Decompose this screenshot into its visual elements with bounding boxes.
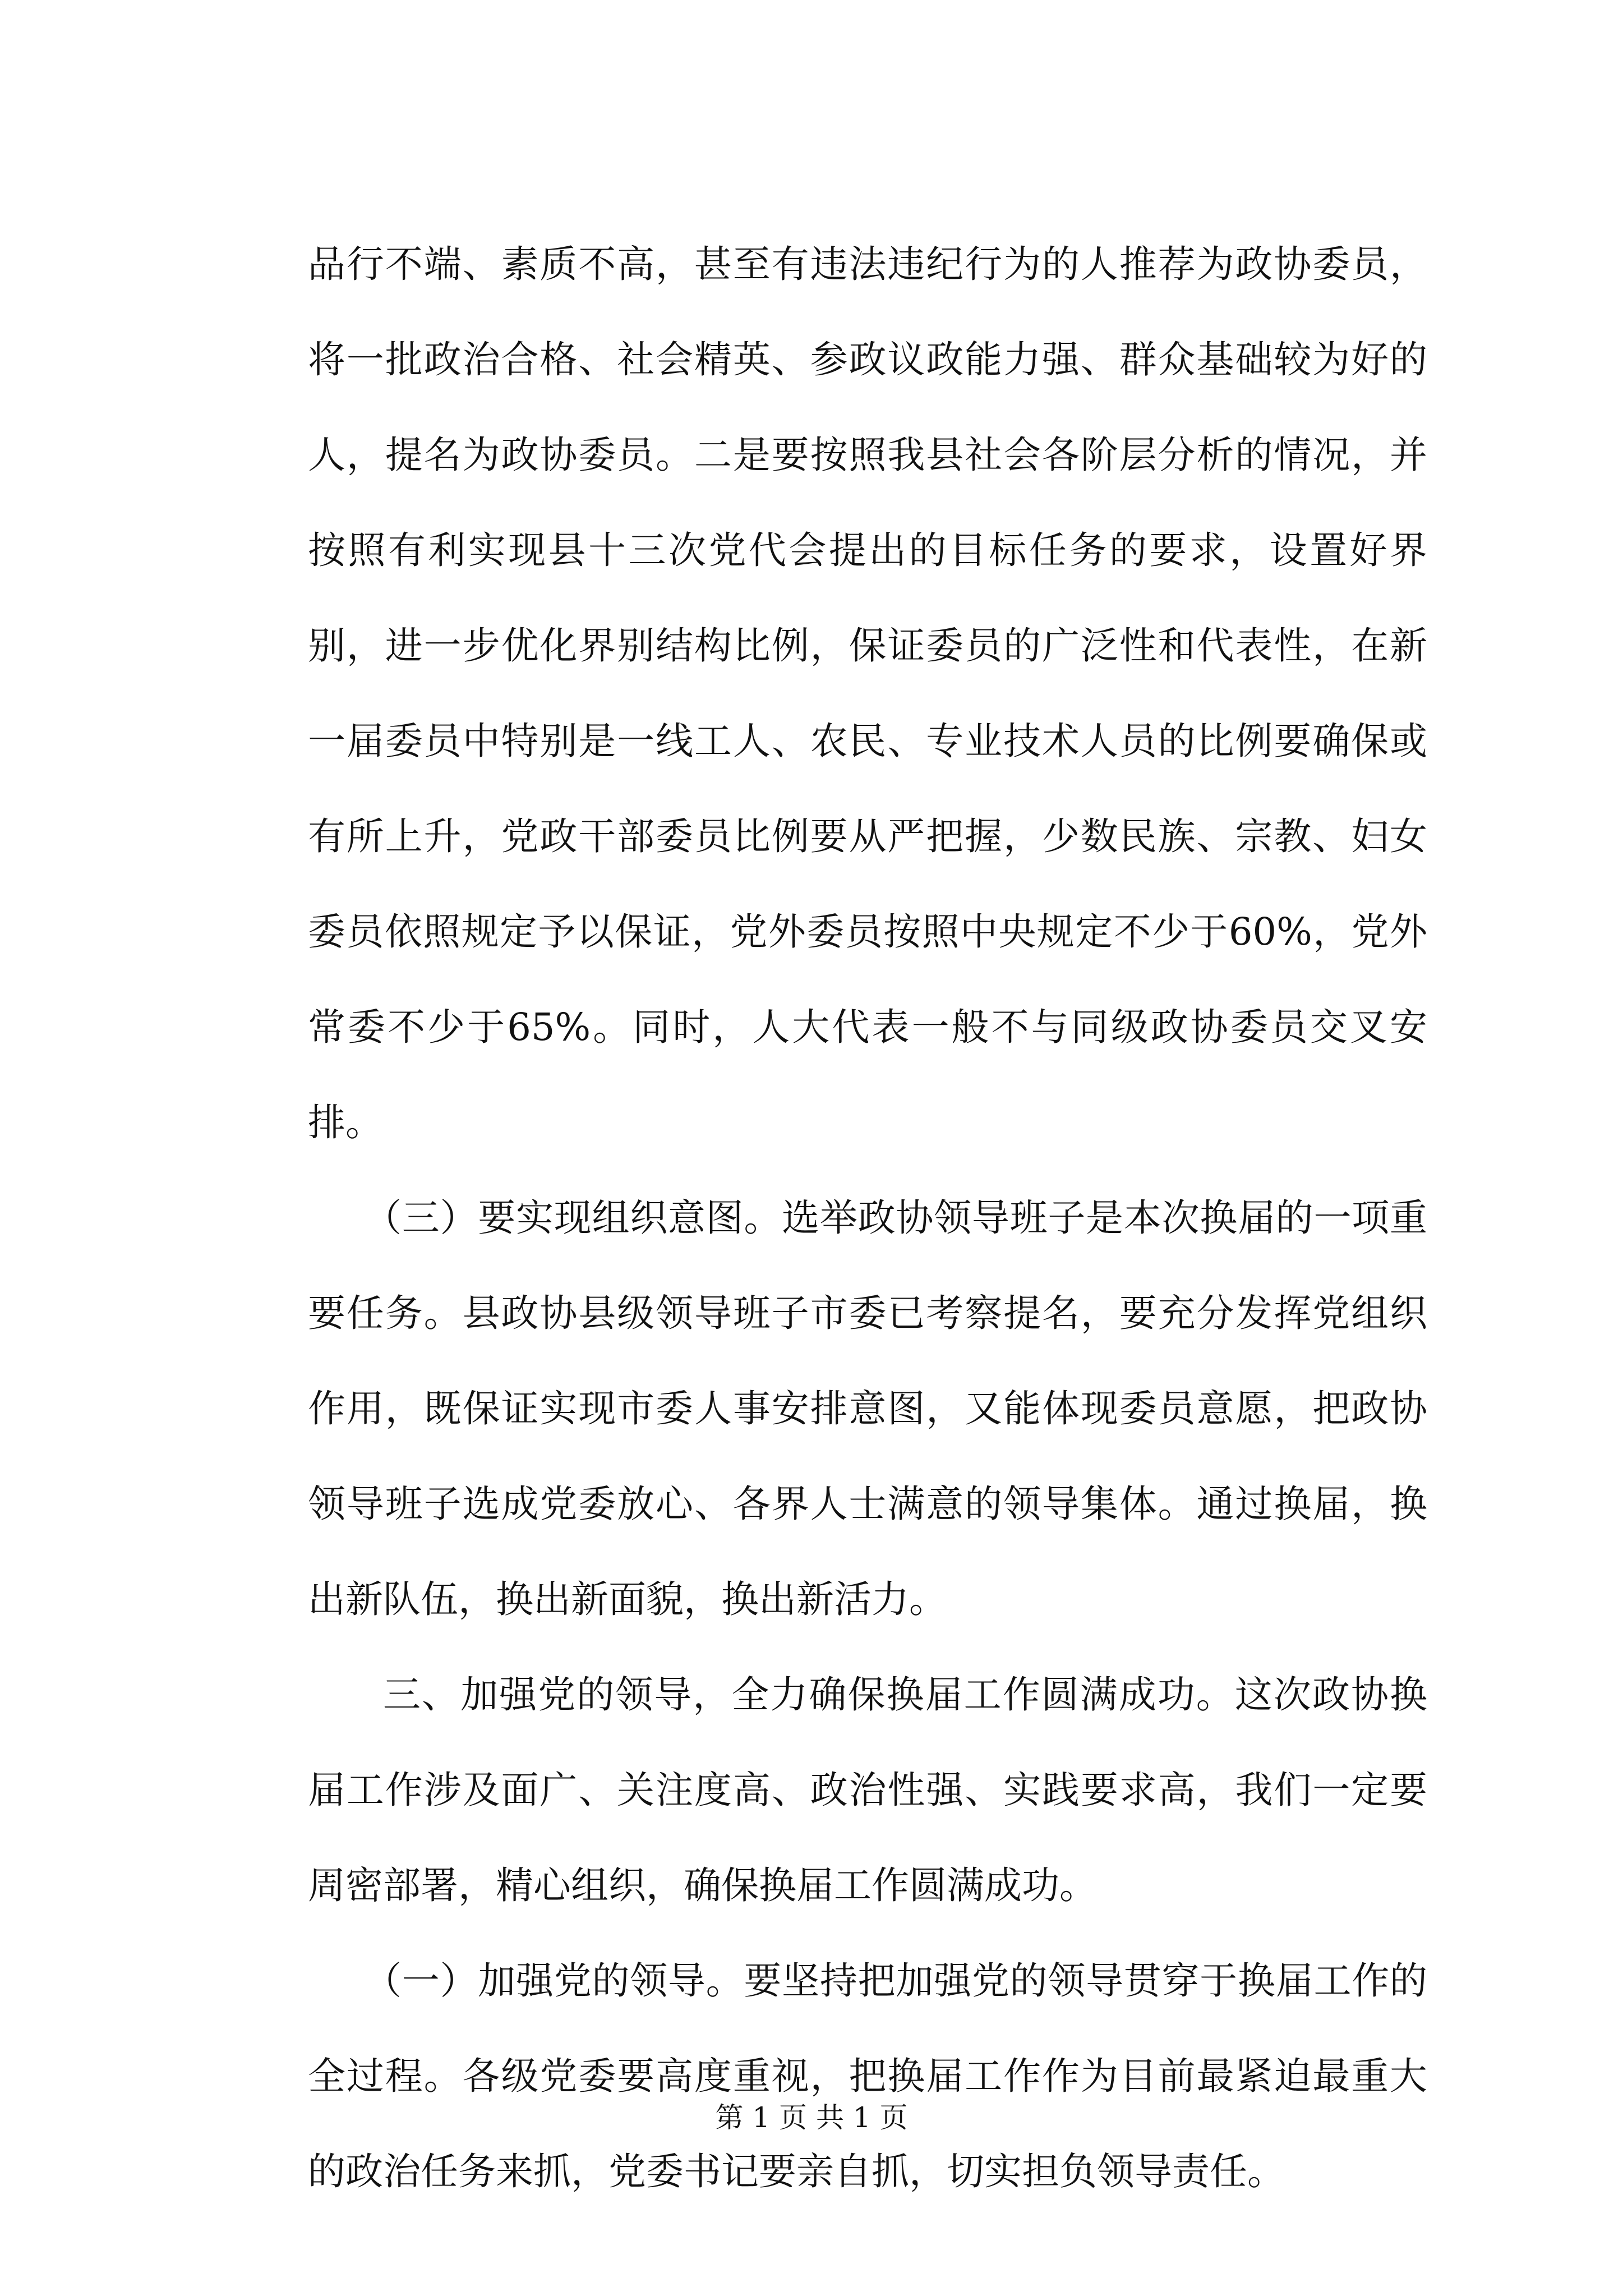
document-body xyxy=(308,217,1427,2219)
paragraph-section-3: （三）要实现组织意图。选举政协领导班子是本次换届的一项重要任务。县政协县级领导班子市委已考察提名，要充分发挥党组织作用，既保证实现市委人事安排意图，又能体现委员意愿，把政协领导班子选成党委放心、各界人士满意的领导集体。通过换届，换出新队伍，换出新面貌，换出新活力。 xyxy=(308,1196,1427,1621)
page-number-label: 第 1 页 共 1 页 xyxy=(715,2101,908,2134)
paragraph-section-1: （一）加强党的领导。要坚持把加强党的领导贯穿于换届工作的全过程。各级党委要高度重视，把换届工作作为目前最紧迫最重大的政治任务来抓，党委书记要亲自抓，切实担负领导责任。 xyxy=(308,1959,1427,2193)
paragraph-heading-three: 三、加强党的领导，全力确保换届工作圆满成功。这次政协换届工作涉及面广、关注度高、政治性强、实践要求高，我们一定要周密部署，精心组织，确保换届工作圆满成功。 xyxy=(308,1673,1427,1907)
paragraph-continuation: 品行不端、素质不高，甚至有违法违纪行为的人推荐为政协委员，将一批政治合格、社会精英、参政议政能力强、群众基础较为好的人，提名为政协委员。二是要按照我县社会各阶层分析的情况，并按照有利实现县十三次党代会提出的目标任务的要求，设置好界别，进一步优化界别结构比例，保证委员的广泛性和代表性，在新一届委员中特别是一线工人、农民、专业技术人员的比例要确保或有所上升，党政干部委员比例要从严把握，少数民族、宗教、妇女委员依照规定予以保证，党外委员按照中央规定不少于60%，党外常委不少于65%。同时，人大代表一般不与同级政协委员交叉安排。 xyxy=(308,242,1427,1144)
page-footer xyxy=(0,2095,1623,2136)
